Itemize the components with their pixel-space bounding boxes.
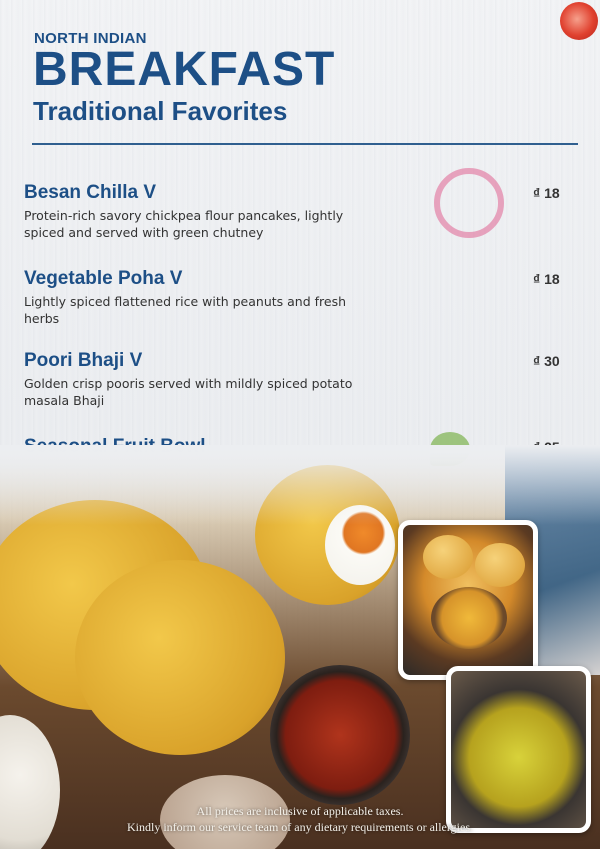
menu-tagline: Traditional Favorites — [33, 96, 288, 126]
menu-item-price: ₫ 18 — [533, 271, 560, 287]
menu-item-description: Golden crisp pooris served with mildly spiced potato masala Bhaji — [24, 376, 353, 408]
menu-item-description: Lightly spiced flattened rice with peanuts and fresh herbs — [24, 294, 347, 326]
menu-item-name: Vegetable Poha V — [24, 268, 183, 289]
footer-allergy-note: Kindly inform our service team of any dietary requirements or allergies. — [127, 820, 473, 834]
tomato-chutney-bowl — [270, 665, 410, 805]
menu-subtitle: NORTH INDIAN — [34, 30, 147, 47]
menu-item-description: Protein-rich savory chickpea flour pancakes, lightly spiced and served with green chutney — [24, 208, 344, 240]
menu-item-name: Poori Bhaji V — [24, 350, 143, 371]
menu-title: BREAKFAST — [33, 43, 336, 96]
poori-image — [423, 535, 473, 579]
footer-tax-note: All prices are inclusive of applicable taxes. — [196, 804, 404, 818]
poori-bhaji-photo — [398, 520, 538, 680]
food-photo-area — [0, 445, 600, 849]
photo-fade — [0, 445, 600, 525]
onion-ring-decoration — [434, 168, 504, 238]
poori-image — [475, 543, 525, 587]
besan-chilla-photo — [75, 560, 285, 755]
header-divider — [32, 143, 578, 145]
menu-item-price: ₫ 30 — [533, 353, 560, 369]
bhaji-bowl-image — [431, 587, 507, 649]
menu-item-name: Besan Chilla V — [24, 182, 156, 203]
tomato-decoration — [560, 2, 598, 40]
menu-footer — [0, 803, 600, 835]
menu-item-price: ₫ 18 — [533, 185, 560, 201]
